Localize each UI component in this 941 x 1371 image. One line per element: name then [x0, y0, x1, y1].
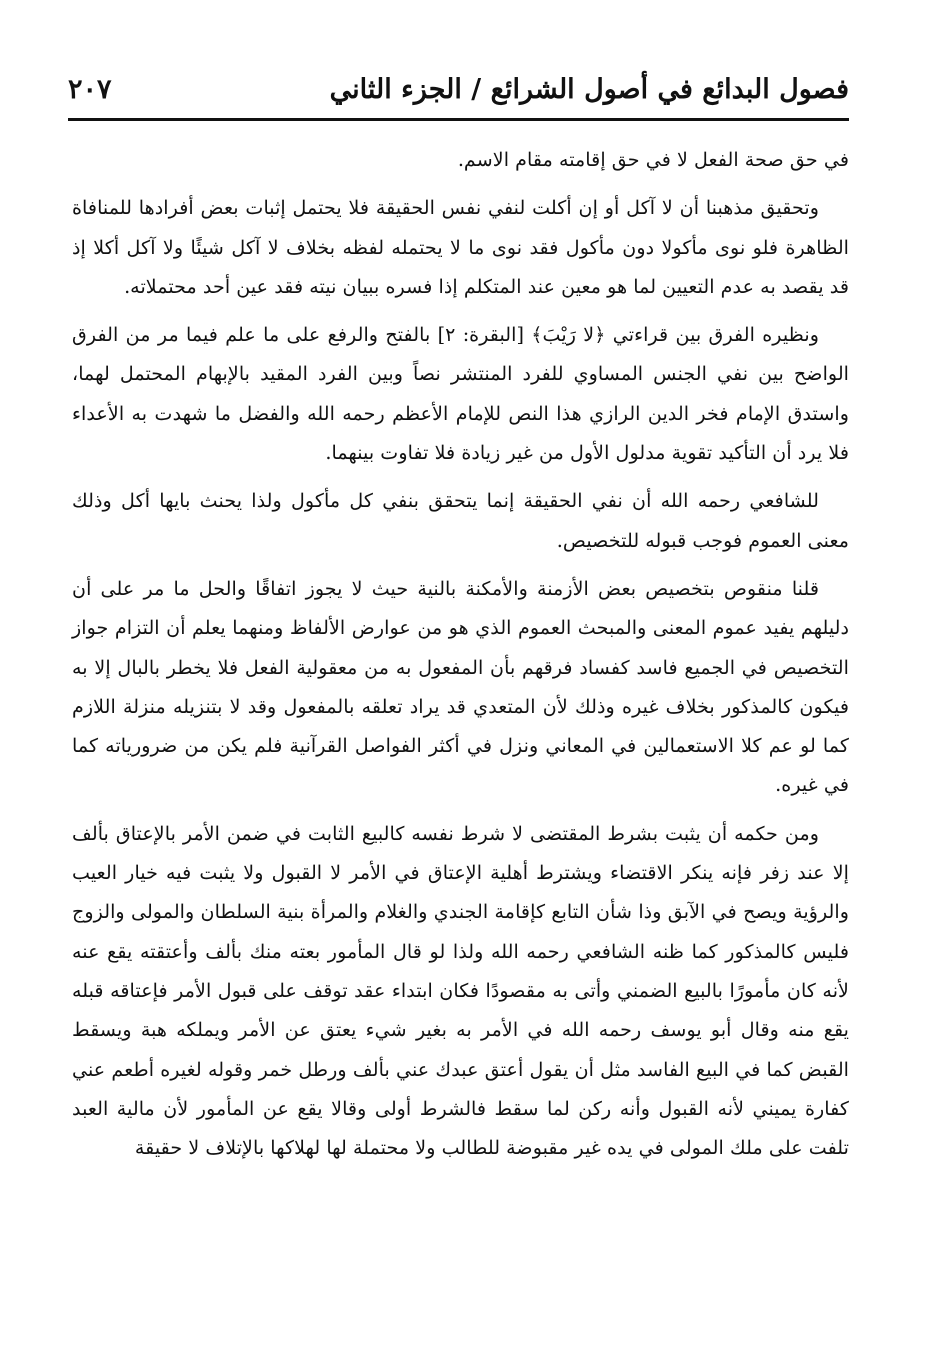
- paragraph: ونظيره الفرق بين قراءتي ﴿لا رَيْبَ﴾ [البقرة: ٢] بالفتح والرفع على ما علم فيما مر من الفرق الواضح بين نفي الجنس المساوي للفرد المنتشر نصاً وبين الفرد المقيد بالإبهام المحتمل لهما، واستدق الإمام فخر الدين الرازي هذا النص للإمام الأعظم رحمه الله والفضل ما شهدت به الأعداء فلا يرد أن التأكيد تقوية مدلول الأول من غير زيادة فلا تفاوت بينهما.: [72, 323, 849, 465]
- paragraph: وتحقيق مذهبنا أن لا آكل أو إن أكلت لنفي نفس الحقيقة فلا يحتمل إثبات بعض أفرادها للمنافاة الظاهرة فلو نوى مأكولا دون مأكول فقد نوى ما لا يحتمله لفظه بخلاف لا آكل شيئًا ولا آكل أكلا إذ قد يقصد به عدم التعيين لما هو معين عند المتكلم إذا فسره ببيان نيته فقد عين أحد محتملاته.: [72, 196, 849, 298]
- paragraph: للشافعي رحمه الله أن نفي الحقيقة إنما يتحقق بنفي كل مأكول ولذا يحنث بايها أكل وذلك معنى العموم فوجب قبوله للتخصيص.: [72, 489, 849, 552]
- header-title: فصول البدائع في أصول الشرائع / الجزء الثاني: [329, 74, 849, 105]
- paragraph: في حق صحة الفعل لا في حق إقامته مقام الاسم.: [457, 148, 849, 171]
- page-number: ٢٠٧: [68, 74, 112, 105]
- body-text: [72, 140, 849, 1167]
- paragraph: قلنا منقوص بتخصيص بعض الأزمنة والأمكنة بالنية حيث لا يجوز اتفاقًا والحل ما مر على أن دليلهم يفيد عموم المعنى والمبحث العموم الذي هو من عوارض الألفاظ ومنهما يعلم أن التزام جواز التخصيص في الجميع فاسد كفساد فرقهم بأن المفعول به من معقولية الفعل فلا يخطر بالبال إلا به فيكون كالمذكور بخلاف غيره وذلك لأن المتعدي قد يراد تعلقه بالمفعول وقد لا بتنزيله منزلة اللازم كما لو عم كلا الاستعمالين في المعاني ونزل في أكثر الفواصل القرآنية فلم يكن من ضرورياته كما في غيره.: [72, 576, 849, 797]
- paragraph: ومن حكمه أن يثبت بشرط المقتضى لا شرط نفسه كالبيع الثابت في ضمن الأمر بالإعتاق بألف إلا عند زفر فإنه ينكر الاقتضاء ويشترط أهلية الإعتاق في الأمر لا القبول ولا يثبت فيه خيار العيب والرؤية ويصح في الآبق وذا شأن التابع كإقامة الجندي والغلام والمرأة بنية السلطان والمولى والزوج فليس كالمذكور كما ظنه الشافعي رحمه الله ولذا لو قال المأمور بعته منك بألف وأعتقته يقع عنه لأنه كان مأمورًا بالبيع الضمني وأتى به مقصودًا فكان ابتداء عقد توقف على قبول الأمر فإعتاقه قبله يقع منه وقال أبو يوسف رحمه الله في الأمر به بغير شيء يعتق عن الأمر ويملكه هبة ويسقط القبض كما في البيع الفاسد مثل أن يقول أعتق عبدك عني بألف ورطل خمر وقوله لغيره أطعم عني كفارة يميني لأنه القبول وأنه ركن لما سقط فالشرط أولى وقالا يقع عن المأمور لأن مالية العبد تلفت على ملك المولى في يده غير مقبوضة للطالب ولا محتملة لها لهلاكها بالإتلاف لا حقيقة: [72, 821, 849, 1160]
- running-header: [68, 72, 849, 121]
